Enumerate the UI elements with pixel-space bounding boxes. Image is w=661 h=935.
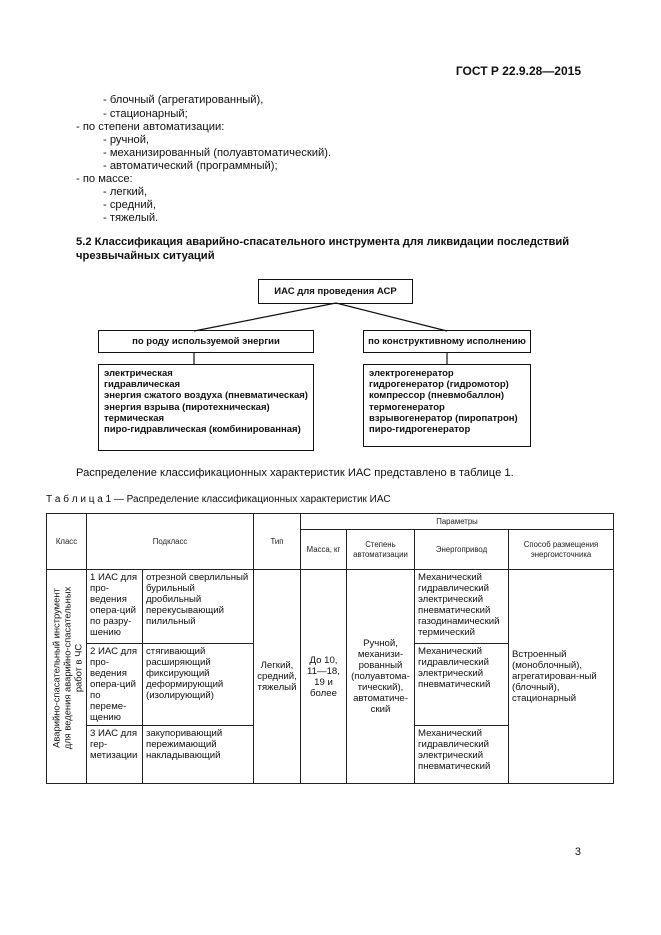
tools-cell: стягивающий расширяющий фиксирующий деформирующий (изолирующий) (143, 644, 254, 726)
diagram-design-item: компрессор (пневмобаллон) (369, 390, 504, 402)
energy-cell: Механический гидравлический электрический пневматический газодинамический термический (415, 570, 509, 644)
automation-cell: Ручной, механизи-рованный (полуавтома-тический), автоматиче-ский (347, 570, 415, 784)
header-mass: Масса, кг (301, 530, 347, 570)
diagram-design-item: взрывогенератор (пиропатрон) (369, 412, 518, 424)
diagram-energy-item: энергия взрыва (пиротехническая) (104, 401, 270, 413)
diagram-energy-branch-box: по роду используемой энергии (98, 330, 314, 353)
tools-cell: отрезной сверлильный бурильный дробильный перекусывающий пилильный (143, 570, 254, 644)
type-cell: Легкий, средний, тяжелый (254, 570, 301, 784)
list-item: - легкий, (103, 186, 148, 198)
diagram-design-list (363, 364, 531, 447)
diagram-design-item: термогенератор (369, 401, 445, 413)
class-cell (47, 570, 87, 784)
diagram-energy-item: термическая (104, 412, 165, 424)
list-item: - автоматический (программный); (103, 160, 278, 172)
list-item: - стационарный; (103, 108, 188, 120)
subclass-cell: 2 ИАС для про-ведения опера-ций по переме-щению (87, 644, 143, 726)
placement-cell: Встроенный (моноблочный), агрегатирован-ный (блочный), стационарный (509, 570, 614, 784)
diagram-design-item: пиро-гидрогенератор (369, 424, 471, 436)
list-item: - блочный (агрегатированный), (103, 94, 264, 106)
header-type: Тип (254, 514, 301, 570)
page-number: 3 (574, 846, 581, 858)
diagram-design-item: электрогенератор (369, 368, 454, 379)
subclass-cell: 1 ИАС для про-ведения опера-ций по разру-шению (87, 570, 143, 644)
header-placement: Способ размещения энергоисточника (509, 530, 614, 570)
diagram-energy-item: электрическая (104, 368, 173, 379)
list-item: - средний, (103, 199, 156, 211)
list-item: - по степени автоматизации: (76, 121, 225, 133)
energy-cell: Механический гидравлический электрический пневматический (415, 644, 509, 726)
diagram-energy-item: гидравлическая (104, 379, 181, 391)
list-item: - механизированный (полуавтоматический). (103, 147, 332, 159)
diagram-energy-list (98, 364, 314, 451)
diagram-energy-item: пиро-гидравлическая (комбинированная) (104, 424, 301, 436)
class-text-line: работ в ЧС (72, 643, 83, 693)
class-text-line: для ведения аварийно-спасательных (61, 586, 72, 750)
diagram-root-box: ИАС для проведения АСР (258, 279, 413, 304)
table-row (47, 570, 614, 644)
section-heading-line2: чрезвычайных ситуаций (76, 250, 215, 262)
table-caption: Т а б л и ц а 1 — Распределение классификационных характеристик ИАС (46, 494, 391, 505)
section-heading-line1: 5.2 Классификация аварийно-спасательного инструмента для ликвидации последствий (76, 236, 570, 248)
document-code: ГОСТ Р 22.9.28—2015 (455, 64, 581, 78)
classification-table (46, 513, 614, 784)
header-energy-drive: Энергопривод (415, 530, 509, 570)
mass-cell: До 10, 11—18, 19 и более (301, 570, 347, 784)
energy-cell: Механический гидравлический электрический пневматический (415, 726, 509, 784)
diagram-design-item: гидрогенератор (гидромотор) (369, 379, 509, 391)
diagram-design-branch-box: по конструктивному исполнению (363, 330, 531, 353)
header-params: Параметры (301, 514, 614, 530)
intro-paragraph: Распределение классификационных характеристик ИАС представлено в таблице 1. (76, 467, 514, 479)
header-class: Класс (47, 514, 87, 570)
tools-cell: закупоривающий пережимающий накладывающий (143, 726, 254, 784)
list-item: - по массе: (76, 173, 133, 185)
list-item: - ручной, (103, 134, 150, 146)
class-text-line: Аварийно-спасательный инструмент (50, 588, 61, 748)
header-automation: Степень автоматизации (347, 530, 415, 570)
subclass-cell: 3 ИАС для гер-метизации (87, 726, 143, 784)
header-subclass: Подкласс (87, 514, 254, 570)
list-item: - тяжелый. (103, 212, 159, 224)
diagram-energy-item: энергия сжатого воздуха (пневматическая) (104, 390, 308, 402)
